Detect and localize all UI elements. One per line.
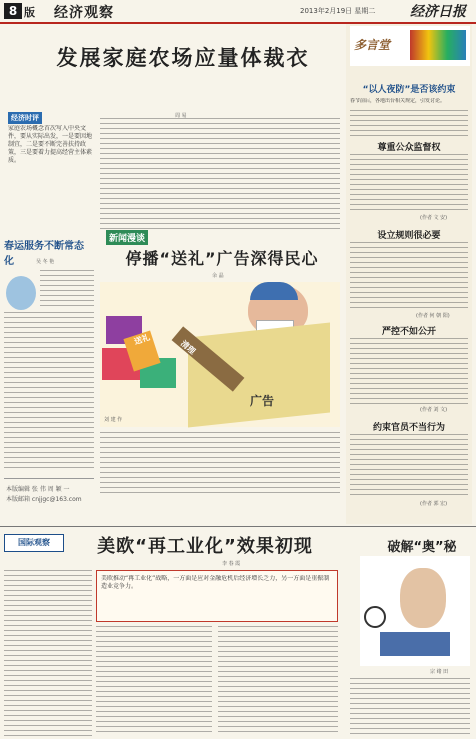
cartoon-body [380,632,450,656]
bottom-text-col2 [96,626,212,736]
cartoon-ring [364,606,386,628]
lead-body-text [100,118,340,230]
cartoon-label-gift: 送礼 [133,332,151,347]
sidebar-item-text [350,434,468,498]
sidebar-item-byline: (作者 文 安) [420,215,448,221]
right-cartoon-text [350,678,470,736]
sidebar-item-text [350,338,468,404]
sidebar-item-byline: (作者 刘 文) [420,407,448,413]
editors-line: 本版编辑 张 伟 周 颖 一 [6,486,70,493]
sidebar-item-title: 设立规则很必要 [377,231,441,241]
sidebar-item-title: 尊重公众监督权 [377,143,441,153]
sidebar-lead: 春节前后，各地出台相关规定，引发讨论。 [350,98,446,104]
bottom-text-col1 [4,570,92,736]
feature-byline: 余 晶 [212,273,224,279]
sidebar-tag: 多言堂 [354,38,391,52]
bottom-text-col3 [218,626,338,736]
sidebar-item-text [350,242,468,310]
sidebar-title: “以人夜防”是否该约束 [362,85,456,95]
feature-tag: 新闻漫谈 [106,230,148,245]
lead-headline: 发展家庭农场应量体裁衣 [56,46,310,70]
editors-email: 本版邮箱 cnjjgc@163.com [6,496,82,503]
international-tag: 国际观察 [4,534,64,552]
sidebar-graphic [350,26,470,66]
right-cartoon-credit: 宗 绪 田 [430,669,449,675]
cartoon-illustration [100,282,340,427]
sidebar-item-title: 约束官员不当行为 [372,423,445,433]
right-cartoon [360,556,470,666]
bottom-headline: 美欧“再工业化”效果初现 [97,536,313,557]
side-illustration [6,276,36,310]
side-byline: 吴 冬 艳 [36,259,55,265]
masthead-logo: 经济日报 [410,4,466,20]
issue-date: 2013年2月19日 星期二 [300,7,376,15]
commentary-tag: 经济时评 [8,112,42,124]
cartoon-cap [250,282,298,300]
right-cartoon-headline: 破解“奥”秘 [387,540,457,555]
sidebar-lead-text [350,110,468,136]
cartoon-credit: 刘 建 作 [104,417,123,423]
sidebar-item-byline: (作者 郭 宏) [420,501,448,507]
lead-byline: 周 易 [175,113,187,119]
commentary-text: 家庭农场概念首次写入中央文件，要从实际出发，一是要因地制宜，二是要不断完善扶持政策，三是要着力提高经营主体素质。 [8,125,93,164]
page-number-suffix: 版 [24,6,35,19]
feature-body-text [100,432,340,496]
cartoon-label-clean: 清理 [178,338,198,357]
feature-headline: 停播“送礼”广告深得民心 [125,249,319,268]
side-text-body [4,312,94,472]
sidebar-item-byline: (作者 何 朝 阳) [416,313,450,319]
side-headline: 春运服务不断常态化 [4,241,84,267]
cartoon-head [400,568,446,628]
cartoon-label-ad: 广告 [250,394,275,408]
cartoon-poster [188,323,330,428]
sidebar-color-strip [410,30,466,60]
side-text-column [40,270,94,310]
section-rule [0,526,476,527]
bottom-lead-text: 美欧推动“再工业化”战略，一方面是应对金融危机后经济增长乏力，另一方面是重振制造业竞争力。 [101,575,330,590]
bottom-lead-box [96,570,338,622]
sidebar-item-text [350,154,468,214]
bottom-byline: 李 春 霞 [222,561,241,567]
page-number: 8 [4,3,22,19]
section-title: 经济观察 [54,5,114,21]
sidebar-item-title: 严控不如公开 [381,327,436,337]
